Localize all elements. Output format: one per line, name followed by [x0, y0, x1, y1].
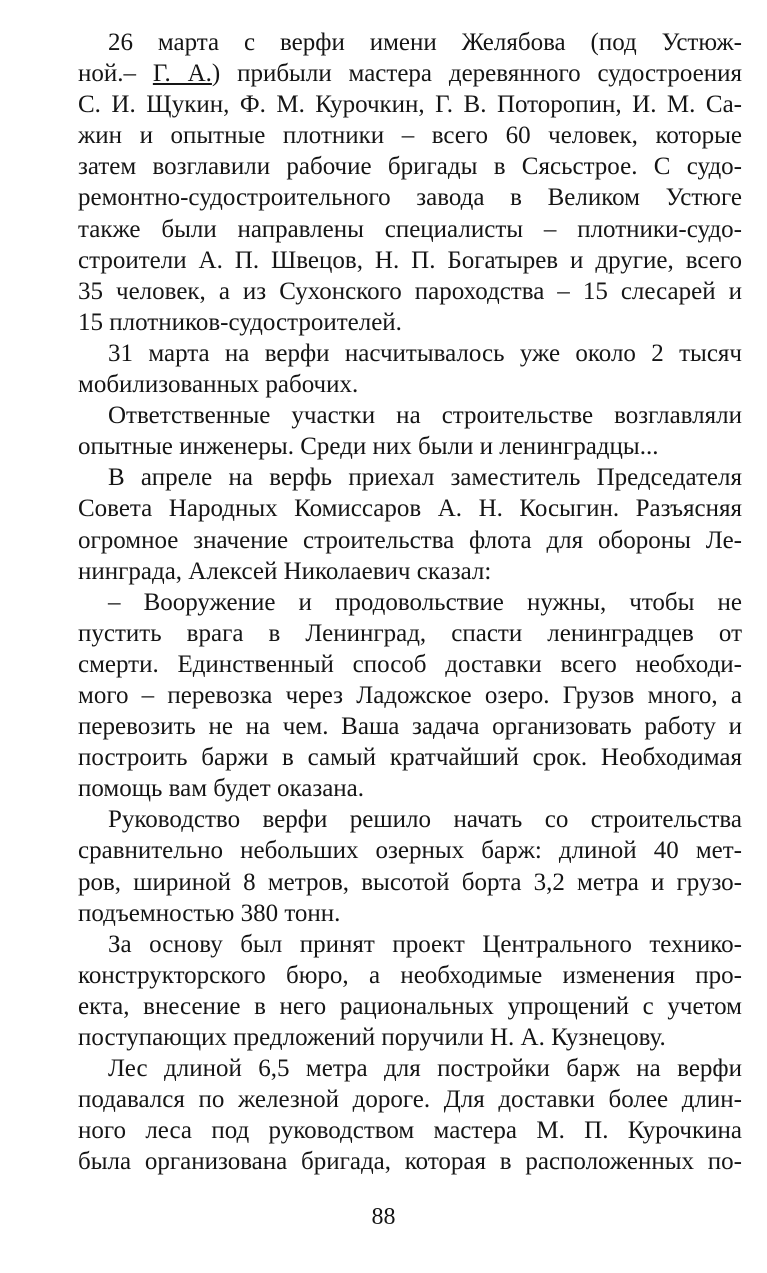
- text-line: помощь вам будет оказана.: [78, 775, 365, 803]
- paragraph: [78, 462, 742, 586]
- text-line: перевозить не на чем. Ваша задача организовать работу и: [78, 713, 742, 741]
- text-line: жин и опытные плотники – всего 60 человек, которые: [78, 122, 742, 150]
- editor-initials: Г. А.: [152, 60, 212, 88]
- text-line: ремонтно-судостроительного завода в Великом Устюге: [78, 184, 742, 212]
- text-line: Руководство верфи решило начать со строительства: [108, 806, 742, 834]
- text-line: ного леса под руководством мастера М. П. Курочкина: [78, 1117, 742, 1145]
- text-line: конструкторского бюро, а необходимые изменения про-: [78, 961, 742, 989]
- text-line: поступающих предложений поручили Н. А. Кузнецову.: [78, 1024, 666, 1051]
- text-line: За основу был принят проект Центрального технико-: [108, 930, 742, 958]
- text-line: также были направлены специалисты – плотники-судо-: [78, 215, 742, 243]
- text-line: 15 плотников-судостроителей.: [78, 308, 402, 336]
- text-line: пустить врага в Ленинград, спасти ленинградцев от: [78, 619, 742, 647]
- text-line: 31 марта на верфи насчитывалось уже около 2 тысяч: [108, 339, 742, 367]
- text-line: 26 марта с верфи имени Желябова (под Устюж-: [108, 29, 742, 56]
- text-line: опытные инженеры. Среди них были и ленинградцы...: [78, 433, 659, 461]
- text-line: смерти. Единственный способ доставки всего необходи-: [78, 650, 742, 678]
- text-line: мого – перевозка через Ладожское озеро. Грузов много, а: [78, 681, 742, 709]
- text-line: построить баржи в самый кратчайший срок. Необходимая: [78, 744, 742, 772]
- paragraph: [78, 338, 742, 400]
- paragraph: [78, 804, 742, 928]
- text-line: Ответственные участки на строительстве возглавляли: [108, 402, 742, 430]
- text-line: екта, внесение в него рациональных упрощений с учетом: [78, 992, 742, 1020]
- text-line: подъемностью 380 тонн.: [78, 899, 341, 927]
- paragraph: [78, 27, 742, 338]
- text-line: Лес длиной 6,5 метра для постройки барж на верфи: [108, 1055, 742, 1083]
- text-line: сравнительно небольших озерных барж: длиной 40 мет-: [78, 837, 742, 865]
- text-line: подавался по железной дороге. Для доставки более длин-: [78, 1086, 742, 1114]
- text-line: – Вооружение и продовольствие нужны, чтобы не: [108, 588, 742, 616]
- text-line: нинграда, Алексей Николаевич сказал:: [78, 557, 492, 585]
- text-line: мобилизованных рабочих.: [78, 371, 359, 399]
- paragraph: [78, 587, 742, 805]
- text-line: была организована бригада, которая в расположенных по-: [78, 1148, 742, 1176]
- text-line: ной.– Г. А.) прибыли мастера деревянного судостроения: [78, 60, 742, 88]
- page-number: 88: [371, 1204, 396, 1230]
- text-line: огромное значение строительства флота для обороны Ле-: [78, 526, 742, 554]
- text-line: 35 человек, а из Сухонского пароходства – 15 слесарей и: [78, 277, 742, 305]
- text-line: строители А. П. Швецов, Н. П. Богатырев и другие, всего: [78, 246, 742, 274]
- paragraph: [78, 929, 742, 1053]
- paragraph: [78, 400, 742, 462]
- text-line: В апреле на верфь приехал заместитель Председателя: [108, 464, 742, 492]
- text-line: С. И. Щукин, Ф. М. Курочкин, Г. В. Поторопин, И. М. Са-: [78, 91, 742, 119]
- text-line: Совета Народных Комиссаров А. Н. Косыгин. Разъясняя: [78, 495, 742, 523]
- text-line: затем возглавили рабочие бригады в Сясьстрое. С судо-: [78, 153, 742, 181]
- text-line: ров, шириной 8 метров, высотой борта 3,2 метра и грузо-: [78, 868, 742, 896]
- paragraph: [78, 1053, 742, 1177]
- document-page: [78, 27, 742, 1177]
